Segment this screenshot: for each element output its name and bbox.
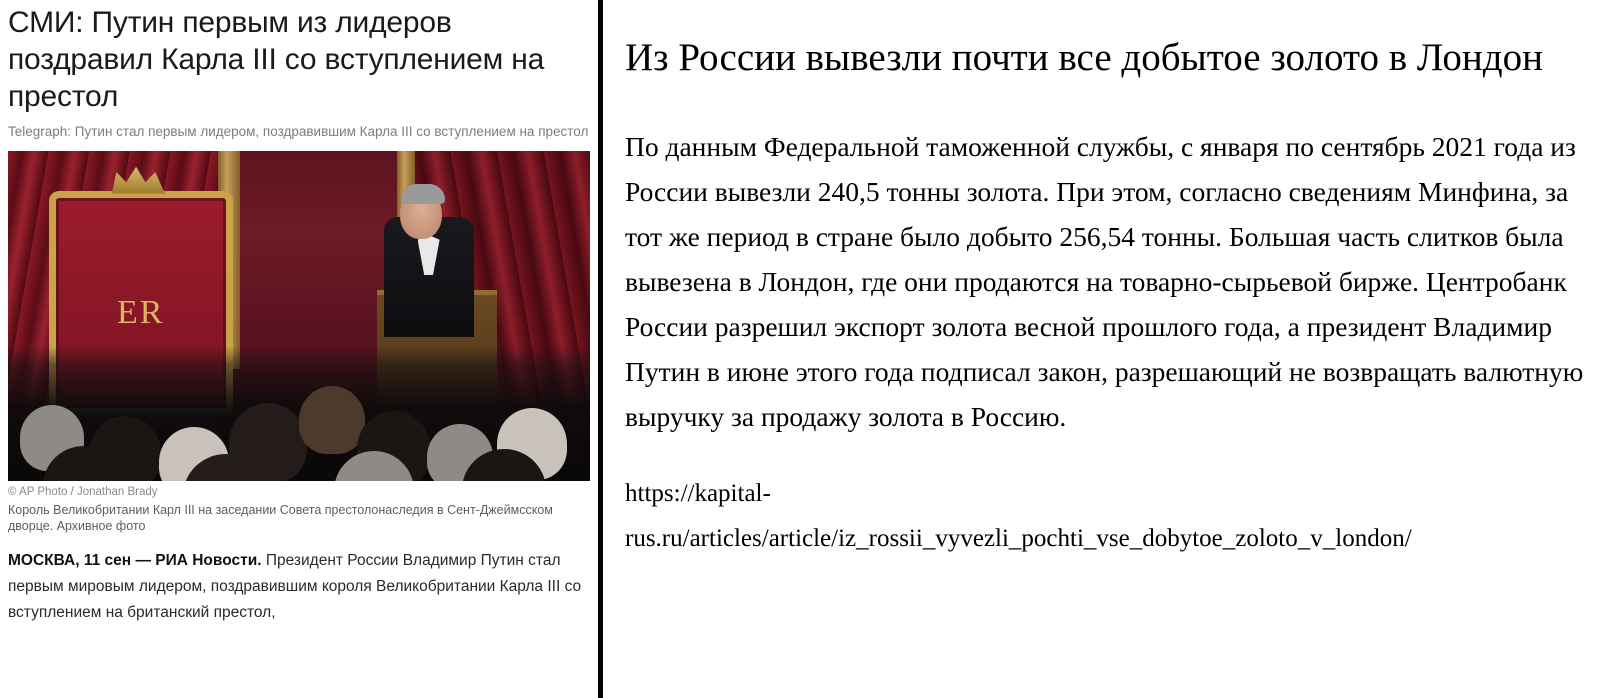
article-title: СМИ: Путин первым из лидеров поздравил Карла III со вступлением на престол bbox=[8, 6, 545, 113]
article-subtitle: Telegraph: Путин стал первым лидером, поздравившим Карла III со вступлением на престол bbox=[8, 124, 589, 139]
article-body-text: Президент России Владимир Путин стал первым мировым лидером, поздравившим короля Великобритании Карла III со вступлением на британский престол, bbox=[8, 552, 582, 621]
photo-credit: © AP Photo / Jonathan Brady bbox=[8, 486, 158, 498]
crowd-head bbox=[299, 386, 365, 454]
article-body bbox=[8, 548, 590, 626]
king-figure-shirt bbox=[418, 235, 440, 275]
throne-monogram: ER bbox=[117, 294, 165, 332]
document-link-line-1[interactable]: https://kapital- bbox=[625, 480, 771, 507]
document-source-link[interactable] bbox=[625, 471, 1592, 561]
document-link-line-2[interactable]: rus.ru/articles/article/iz_rossii_vyvezli_pochti_vse_dobytoe_zoloto_v_london/ bbox=[625, 525, 1412, 552]
article-photo bbox=[8, 151, 590, 481]
photo-caption: Король Великобритании Карл III на заседании Совета престолонаследия в Сент-Джеймсском дворце. Архивное фото bbox=[8, 503, 553, 533]
article-dateline: МОСКВА, 11 сен — РИА Новости. bbox=[8, 552, 262, 569]
document-heading: Из России вывезли почти все добытое золото в Лондон bbox=[625, 36, 1543, 79]
document-paragraph: По данным Федеральной таможенной службы, с января по сентябрь 2021 года из России вывезли 240,5 тонны золота. При этом, согласно сведениям Минфина, за тот же период в стране было добыто 256,54 тонны. Большая часть слитков была вывезена в Лондон, где они продаются на товарно-сырьевой бирже. Центробанк России разрешил экспорт золота весной прошлого года, а президент Владимир Путин в июне этого года подписал закон, разрешающий не возвращать валютную выручку за продажу золота в Россию. bbox=[625, 131, 1584, 432]
audience-crowd bbox=[8, 346, 590, 481]
king-figure-hair bbox=[401, 184, 445, 204]
news-article-pane bbox=[0, 0, 598, 698]
document-pane bbox=[603, 0, 1616, 698]
